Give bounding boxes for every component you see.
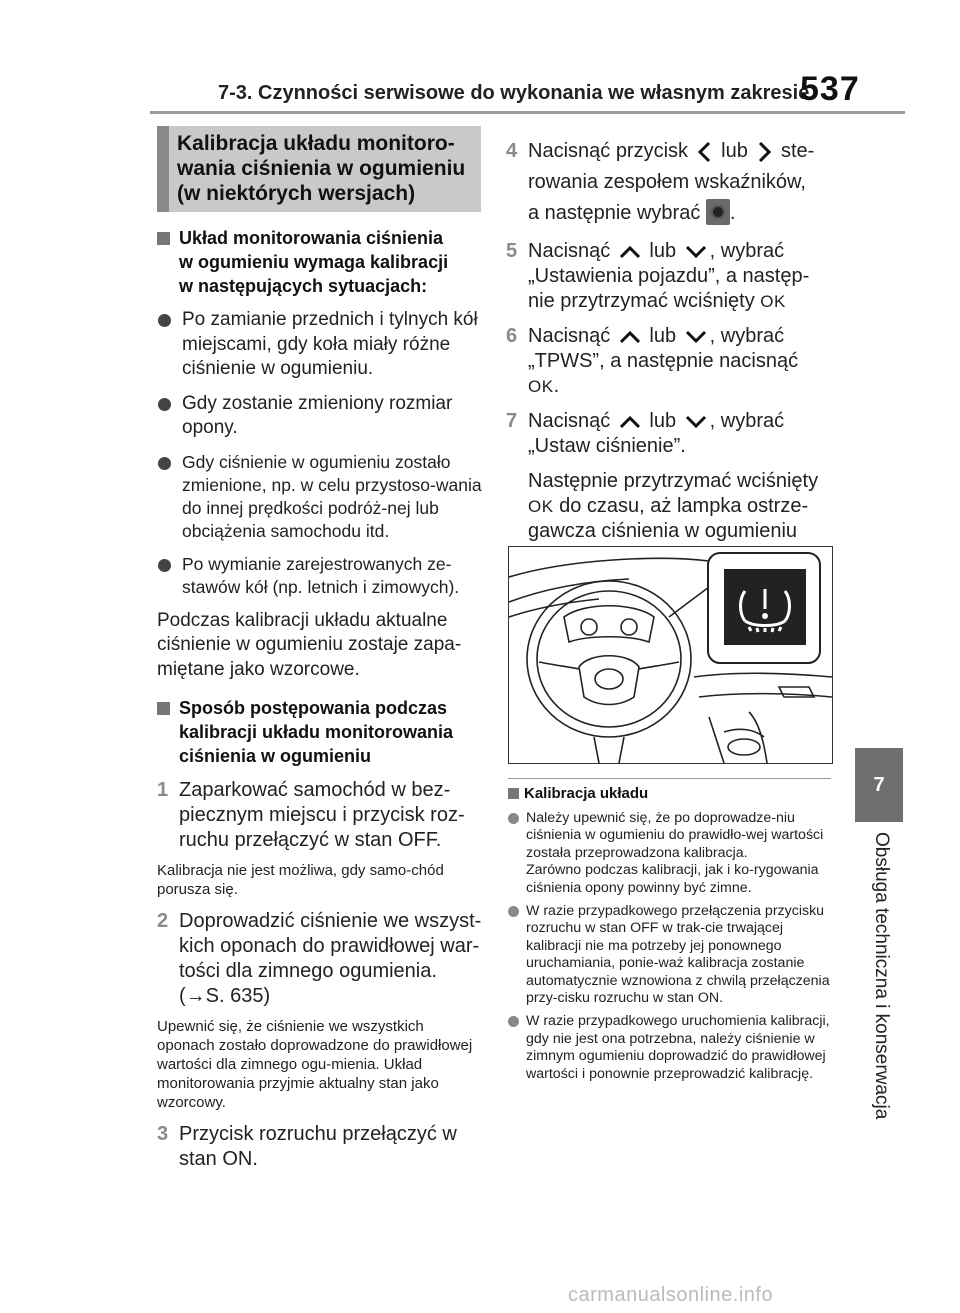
step-5: 5 Nacisnąć lub , wybrać „Ustawienia pojazdu”, a następ- nie przytrzymać wciśnięty OK	[506, 240, 810, 312]
chevron-down-icon	[682, 243, 710, 261]
notes-heading: Kalibracja układu	[508, 784, 831, 804]
step-number: 6	[506, 325, 518, 347]
page-reference-link[interactable]: (→S. 635)	[179, 985, 271, 1007]
step-1: 1 Zaparkować samochód w bez-piecznym miejscu i przycisk roz-ruchu przełączyć w stan OFF.	[157, 779, 465, 851]
chevron-up-icon	[616, 328, 644, 346]
note-item: Należy upewnić się, że po doprowadze-niu ciśnienia w ogumieniu do prawidło-wej wartości została przeprowadzona kalibracja. Zarówno podczas kalibracji, jak i ko-rygowania ciśnienia opony powinny być zimne.	[508, 810, 831, 897]
step-number: 7	[506, 410, 518, 432]
step-7: 7 Nacisnąć lub , wybrać „Ustaw ciśnienie”.	[506, 410, 785, 457]
chapter-tab-label: Obsługa techniczna i konserwacja	[871, 832, 892, 1120]
steering-wheel-drawing	[509, 547, 832, 763]
bullet-dot-icon	[158, 314, 171, 327]
square-bullet-icon	[157, 232, 170, 245]
calibration-paragraph: Podczas kalibracji układu aktualne ciśnienie w ogumieniu zostaje zapa-miętane jako wzorcowe.	[157, 609, 462, 680]
step-6: 6 Nacisnąć lub , wybrać „TPWS”, a następnie nacisnąć OK.	[506, 325, 799, 397]
page-header	[0, 0, 960, 116]
chevron-down-icon	[682, 413, 710, 431]
step-number: 5	[506, 240, 518, 262]
square-bullet-icon	[157, 702, 170, 715]
list-item: Po zamianie przednich i tylnych kół miejscami, gdy koła miały różne ciśnienie w ogumieniu.	[157, 308, 482, 382]
settings-icon	[706, 199, 730, 225]
calibration-notes	[508, 784, 831, 1083]
chevron-up-icon	[616, 243, 644, 261]
bullet-dot-icon	[158, 398, 171, 411]
chevron-right-icon	[753, 140, 775, 164]
chapter-tab[interactable]: 7	[855, 748, 903, 822]
notes-divider	[508, 778, 831, 779]
step-1-note: Kalibracja nie jest możliwa, gdy samo-chód porusza się.	[157, 862, 444, 898]
list-item: Gdy ciśnienie w ogumieniu zostało zmienione, np. w celu przystoso-wania do innej prędkości podróż-nej lub obciążenia samochodu itd.	[157, 451, 482, 543]
chevron-left-icon	[694, 140, 716, 164]
note-item: W razie przypadkowego przełączenia przycisku rozruchu w stan OFF w trak-cie trwającej kalibracji nie ma potrzeby jej ponownego uruchamiania, ponie-waż kalibracja zostanie automatycznie wznowiona z chwilą przełączenia przy-cisku rozruchu w stan ON.	[508, 903, 831, 1007]
bullet-dot-icon	[158, 559, 171, 572]
right-column	[506, 126, 841, 569]
step-number: 2	[157, 910, 169, 932]
chevron-down-icon	[682, 328, 710, 346]
chevron-up-icon	[616, 413, 644, 431]
chapter-title: 7-3. Czynności serwisowe do wykonania we własnym zakresie	[218, 82, 810, 104]
page-number: 537	[800, 70, 860, 108]
ok-button-symbol: OK	[760, 292, 786, 311]
subheading-procedure: Sposób postępowania podczas kalibracji układu monitorowania ciśnienia w ogumieniu	[157, 696, 482, 768]
step-2: 2 Doprowadzić ciśnienie we wszyst-kich oponach do prawidłowej war-tości dla zimnego ogumienia. (→S. 635)	[157, 910, 482, 1007]
step-number: 1	[157, 779, 169, 801]
square-bullet-icon	[508, 788, 519, 799]
step-2-note: Upewnić się, że ciśnienie we wszystkich oponach zostało doprowadzone do prawidłowej wartości dla zimnego ogu-mienia. Układ monitorowania przyjmie aktualny stan jako wzorcowy.	[157, 1018, 473, 1111]
bullet-dot-icon	[508, 906, 519, 917]
step-7-continued: Następnie przytrzymać wciśnięty OK do czasu, aż lampka ostrze- gawcza ciśnienia w ogumieniu	[528, 470, 819, 542]
note-item: W razie przypadkowego uruchomienia kalibracji, gdy nie jest ona potrzebna, należy ciśnienie w zimnym ogumieniu doprowadzić do prawidłowej wartości i ponownie przeprowadzić kalibrację.	[508, 1013, 831, 1083]
subheading-when-calibrate: Układ monitorowania ciśnienia w ogumieniu wymaga kalibracji w następujących sytuacjach:	[157, 226, 482, 298]
left-column	[157, 126, 482, 1172]
step-3: 3 Przycisk rozruchu przełączyć w stan ON.	[157, 1123, 457, 1170]
ok-button-symbol: OK	[528, 377, 554, 396]
bullet-dot-icon	[508, 813, 519, 824]
header-divider	[150, 111, 905, 114]
dashboard-illustration	[508, 546, 833, 764]
section-heading: Kalibracja układu monitoro- wania ciśnienia w ogumieniu (w niektórych wersjach)	[157, 126, 481, 212]
ok-button-symbol: OK	[528, 497, 554, 516]
watermark: carmanualsonline.info	[568, 1284, 774, 1306]
list-item: Gdy zostanie zmieniony rozmiar opony.	[157, 392, 482, 441]
step-4: 4 Nacisnąć przycisk lub ste- rowania zespołem wskaźników, a następnie wybrać .	[506, 136, 841, 229]
step-number: 3	[157, 1123, 169, 1145]
bullet-dot-icon	[508, 1016, 519, 1027]
bullet-dot-icon	[158, 457, 171, 470]
step-number: 4	[506, 140, 518, 162]
list-item: Po wymianie zarejestrowanych ze-stawów kół (np. letnich i zimowych).	[157, 553, 482, 599]
